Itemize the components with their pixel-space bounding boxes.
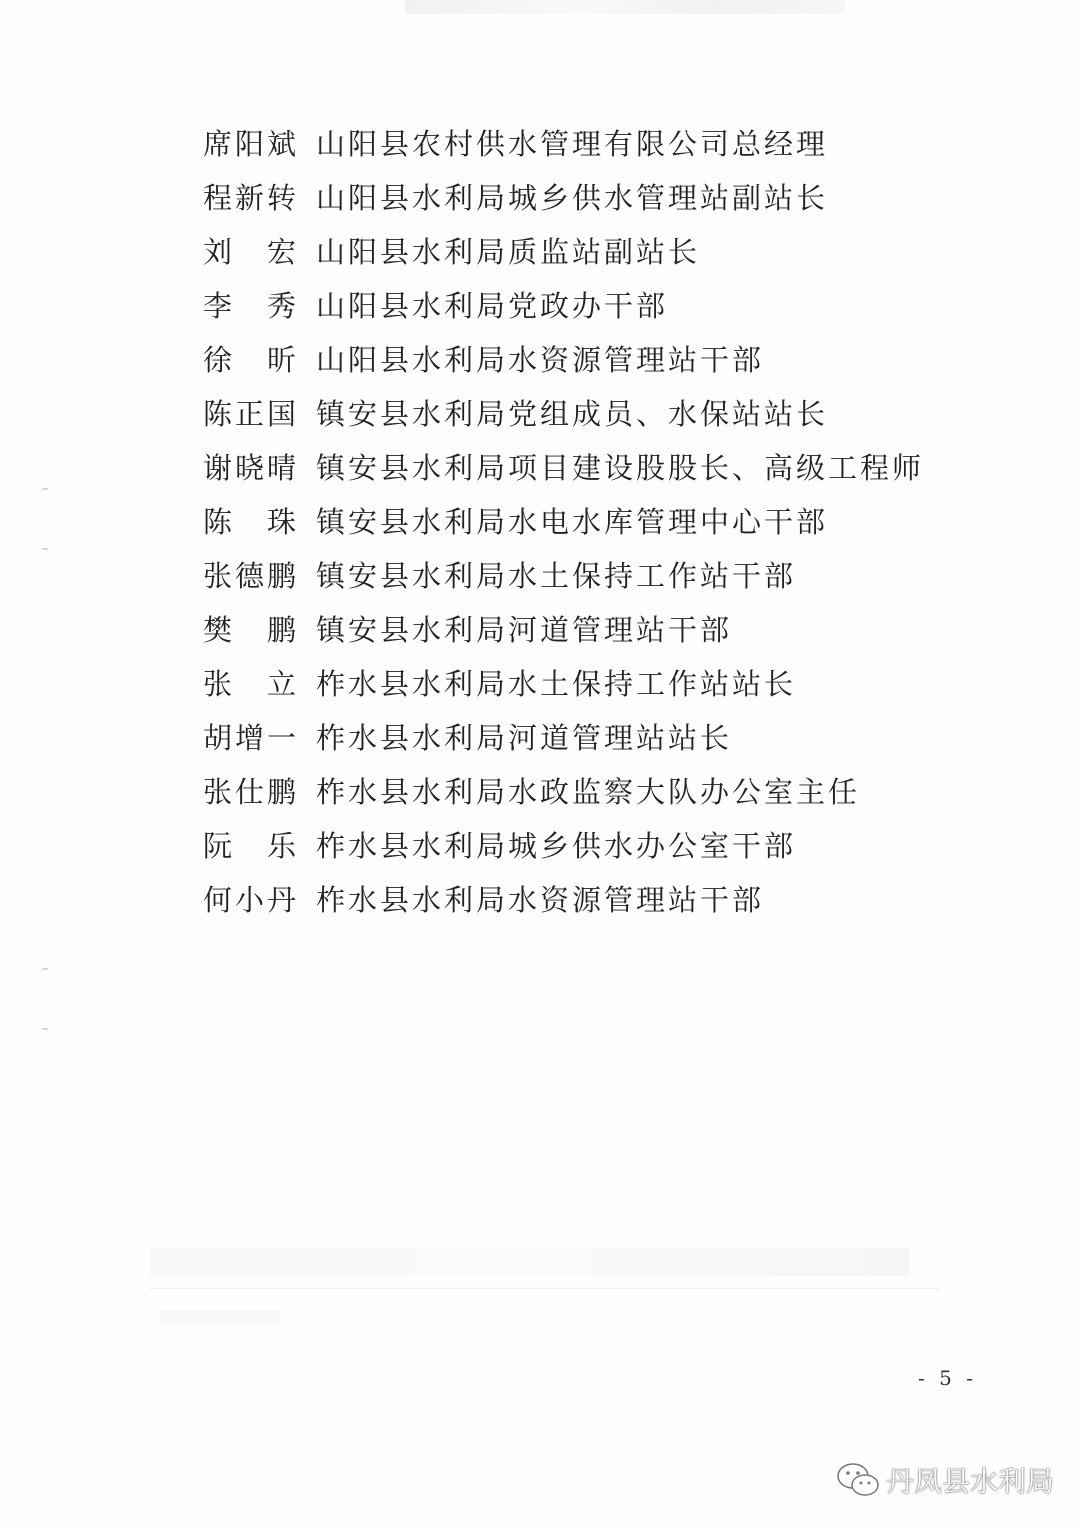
person-role: 山阳县水利局党政办干部 bbox=[316, 288, 669, 323]
list-item bbox=[203, 169, 924, 223]
person-name: 张 立 bbox=[203, 666, 300, 701]
person-role: 柞水县水利局水政监察大队办公室主任 bbox=[316, 774, 861, 809]
margin-mark bbox=[42, 968, 48, 970]
page-number: - 5 - bbox=[918, 1366, 977, 1390]
person-name: 张仕鹏 bbox=[203, 774, 300, 809]
account-watermark bbox=[836, 1460, 1054, 1500]
list-item bbox=[203, 871, 924, 925]
person-name: 陈正国 bbox=[203, 396, 300, 431]
person-name: 李 秀 bbox=[203, 288, 300, 323]
margin-mark bbox=[42, 488, 48, 490]
person-role: 柞水县水利局水土保持工作站站长 bbox=[316, 666, 797, 701]
list-item bbox=[203, 331, 924, 385]
person-role: 山阳县农村供水管理有限公司总经理 bbox=[316, 126, 829, 161]
person-name: 樊 鹏 bbox=[203, 612, 300, 647]
person-name: 谢晓晴 bbox=[203, 450, 300, 485]
list-item bbox=[203, 439, 924, 493]
person-name: 胡增一 bbox=[203, 720, 300, 755]
person-role: 山阳县水利局质监站副站长 bbox=[316, 234, 701, 269]
person-name: 阮 乐 bbox=[203, 828, 300, 863]
person-role: 山阳县水利局城乡供水管理站副站长 bbox=[316, 180, 829, 215]
margin-mark bbox=[42, 548, 48, 550]
personnel-list bbox=[203, 115, 924, 925]
person-role: 镇安县水利局河道管理站干部 bbox=[316, 612, 733, 647]
person-name: 刘 宏 bbox=[203, 234, 300, 269]
person-role: 镇安县水利局项目建设股股长、高级工程师 bbox=[316, 450, 925, 485]
list-item bbox=[203, 223, 924, 277]
person-name: 程新转 bbox=[203, 180, 300, 215]
person-name: 何小丹 bbox=[203, 882, 300, 917]
bleed-through-mark bbox=[405, 0, 845, 14]
watermark-text: 丹凤县水利局 bbox=[886, 1465, 1055, 1498]
list-item bbox=[203, 547, 924, 601]
list-item bbox=[203, 493, 924, 547]
list-item bbox=[203, 601, 924, 655]
person-role: 镇安县水利局党组成员、水保站站长 bbox=[316, 396, 829, 431]
person-role: 镇安县水利局水电水库管理中心干部 bbox=[316, 504, 829, 539]
bleed-through-mark bbox=[160, 1310, 280, 1324]
person-name: 张德鹏 bbox=[203, 558, 300, 593]
person-role: 柞水县水利局水资源管理站干部 bbox=[316, 882, 765, 917]
list-item bbox=[203, 277, 924, 331]
margin-mark bbox=[42, 1028, 48, 1030]
list-item bbox=[203, 763, 924, 817]
person-role: 山阳县水利局水资源管理站干部 bbox=[316, 342, 765, 377]
person-role: 柞水县水利局河道管理站站长 bbox=[316, 720, 733, 755]
person-role: 镇安县水利局水土保持工作站干部 bbox=[316, 558, 797, 593]
wechat-icon bbox=[836, 1461, 880, 1499]
list-item bbox=[203, 817, 924, 871]
bleed-through-line bbox=[150, 1288, 940, 1289]
list-item bbox=[203, 709, 924, 763]
list-item bbox=[203, 115, 924, 169]
person-name: 席阳斌 bbox=[203, 126, 300, 161]
bleed-through-mark bbox=[150, 1248, 910, 1276]
person-name: 陈 珠 bbox=[203, 504, 300, 539]
list-item bbox=[203, 655, 924, 709]
person-role: 柞水县水利局城乡供水办公室干部 bbox=[316, 828, 797, 863]
list-item bbox=[203, 385, 924, 439]
person-name: 徐 昕 bbox=[203, 342, 300, 377]
